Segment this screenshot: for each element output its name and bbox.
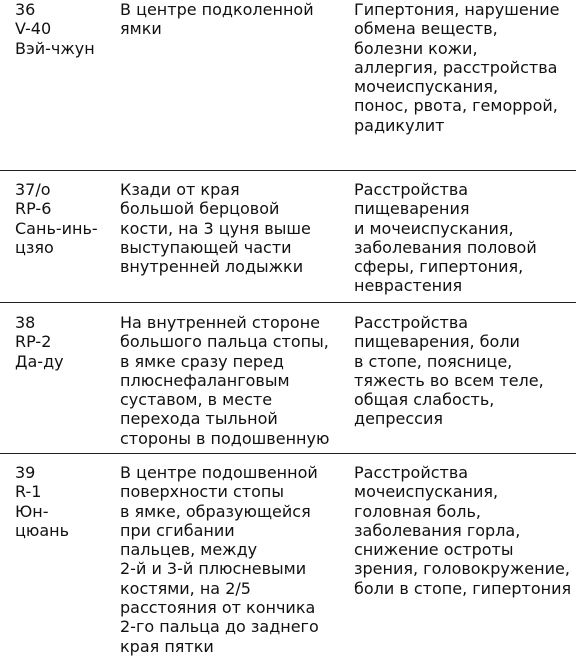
- indications-line: заболевания половой: [354, 237, 537, 257]
- row-divider: [0, 170, 576, 171]
- point-line: 37/о: [15, 180, 51, 199]
- point-line: 39: [15, 463, 36, 482]
- indications-line: радикулит: [354, 115, 445, 135]
- location-line: костями, на 2/5: [120, 578, 251, 598]
- indications-line: Расстройства: [354, 463, 469, 482]
- indications-line: болезни кожи,: [354, 38, 478, 58]
- indications-line: снижение остроты: [354, 540, 514, 560]
- location-line: плюснефаланговым: [120, 370, 290, 390]
- indications-line: мочеиспускания,: [354, 482, 499, 502]
- indications-line: понос, рвота, геморрой,: [354, 96, 558, 116]
- point-cell: [15, 463, 103, 540]
- indications-line: депрессия: [354, 409, 443, 429]
- indications-line: Гипертония, нарушение: [354, 0, 560, 19]
- indications-cell: [354, 313, 576, 429]
- indications-line: зрения, головокружение,: [354, 559, 570, 579]
- point-line: 38: [15, 313, 36, 332]
- row-divider: [0, 453, 576, 454]
- location-cell: [120, 313, 340, 448]
- indications-line: обмена веществ,: [354, 19, 498, 39]
- indications-cell: [354, 0, 576, 135]
- location-cell: [120, 180, 340, 276]
- location-line: пальцев, между: [120, 540, 258, 560]
- indications-line: сферы, гипертония,: [354, 257, 524, 277]
- indications-line: общая слабость,: [354, 390, 495, 410]
- location-line: перехода тыльной: [120, 409, 278, 429]
- point-line: RP-6: [15, 199, 52, 219]
- location-line: Кзади от края: [120, 180, 240, 199]
- location-line: края пятки: [120, 636, 214, 656]
- location-line: расстояния от кончика: [120, 598, 316, 618]
- location-line: На внутренней стороне: [120, 313, 321, 332]
- indications-line: неврастения: [354, 276, 463, 296]
- location-cell: [120, 0, 340, 39]
- point-line: 36: [15, 0, 36, 19]
- location-line: стороны в подошвенную: [120, 428, 330, 448]
- point-line: R-1: [15, 482, 42, 502]
- point-cell: [15, 0, 103, 58]
- indications-line: мочеиспускания,: [354, 77, 499, 97]
- indications-line: аллергия, расстройства: [354, 57, 558, 77]
- indications-line: пищеварения: [354, 199, 470, 219]
- point-line: Сань-инь-: [15, 218, 98, 238]
- point-cell: [15, 313, 103, 371]
- indications-cell: [354, 180, 576, 296]
- point-line: Да-ду: [15, 351, 64, 371]
- indications-line: и мочеиспускания,: [354, 218, 514, 238]
- indications-line: в стопе, пояснице,: [354, 351, 513, 371]
- location-line: 2-го пальца до заднего: [120, 617, 319, 637]
- location-line: в ямке, образующейся: [120, 501, 311, 521]
- point-line: V-40: [15, 19, 52, 39]
- location-line: поверхности стопы: [120, 482, 284, 502]
- location-line: в ямке сразу перед: [120, 351, 284, 371]
- location-line: В центре подколенной: [120, 0, 314, 19]
- indications-line: тяжесть во всем теле,: [354, 370, 544, 390]
- location-line: выступающей части: [120, 237, 292, 257]
- indications-line: головная боль,: [354, 501, 482, 521]
- indications-cell: [354, 463, 576, 598]
- point-cell: [15, 180, 103, 257]
- location-line: внутренней лодыжки: [120, 257, 304, 277]
- location-cell: [120, 463, 340, 656]
- location-line: 2-й и 3-й плюсневыми: [120, 559, 307, 579]
- location-line: ямки: [120, 19, 162, 39]
- point-line: Юн-: [15, 501, 49, 521]
- row-divider: [0, 302, 576, 303]
- indications-line: пищеварения, боли: [354, 332, 520, 352]
- point-line: цюань: [15, 520, 70, 540]
- location-line: кости, на 3 цуня выше: [120, 218, 311, 238]
- point-line: Вэй-чжун: [15, 38, 95, 58]
- location-line: В центре подошвенной: [120, 463, 318, 482]
- location-line: суставом, в месте: [120, 390, 273, 410]
- point-line: цзяо: [15, 237, 54, 257]
- indications-line: Расстройства: [354, 180, 469, 199]
- indications-line: боли в стопе, гипертония: [354, 578, 572, 598]
- indications-line: Расстройства: [354, 313, 469, 332]
- location-line: большого пальца стопы,: [120, 332, 329, 352]
- location-line: при сгибании: [120, 520, 235, 540]
- point-line: RP-2: [15, 332, 52, 352]
- indications-line: заболевания горла,: [354, 520, 521, 540]
- location-line: большой берцовой: [120, 199, 280, 219]
